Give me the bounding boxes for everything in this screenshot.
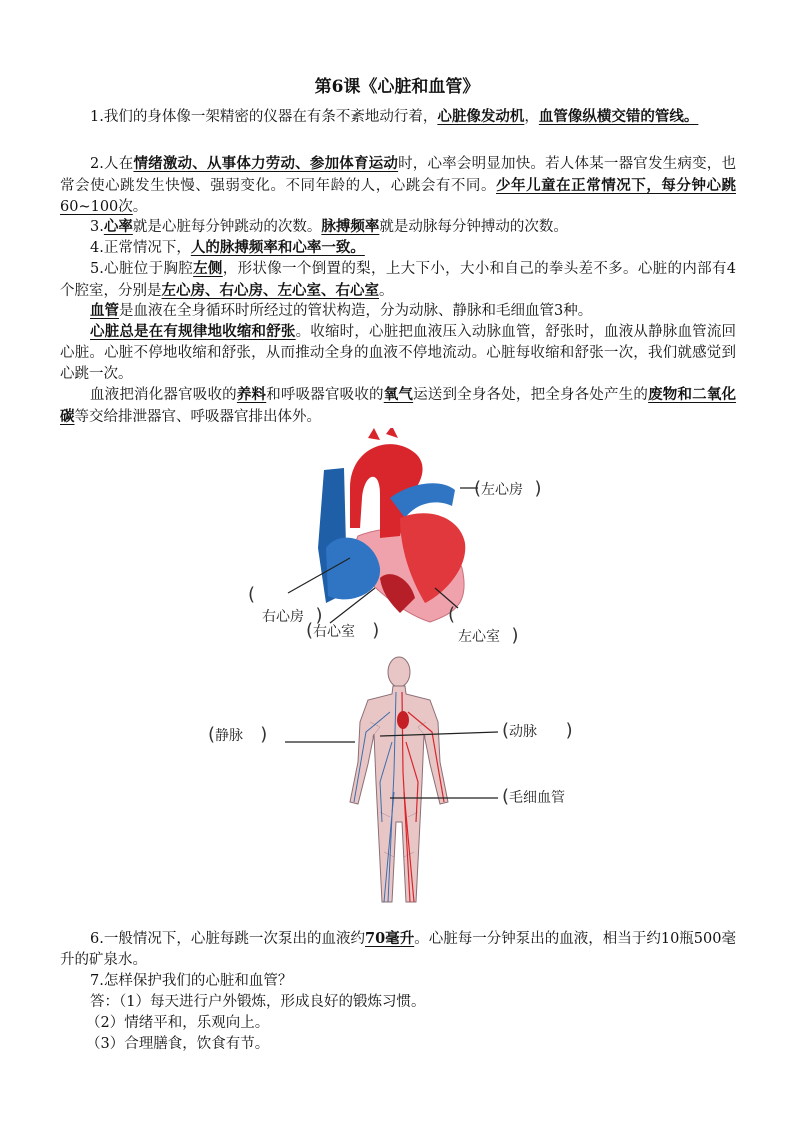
paragraph-2 — [60, 153, 736, 218]
page-title: 第6课《心脏和血管》 — [314, 77, 480, 97]
label-vein: (静脉 ) — [208, 724, 268, 745]
text: 1.我们的身体像一架精密的仪器在有条不紊地动行着， — [90, 109, 438, 125]
label-right-ventricle: (右心室 ) — [306, 620, 380, 641]
text: 。 — [379, 283, 394, 299]
key-point: 血管像纵横交错的管线。 — [538, 108, 699, 125]
head — [388, 657, 410, 687]
key-point: 脉搏频率 — [321, 218, 380, 235]
text: 5.心脏位于胸腔 — [90, 261, 194, 277]
answer-list — [60, 992, 736, 1055]
paragraph-8 — [60, 384, 736, 428]
key-point: 氧气 — [383, 386, 414, 403]
text: 就是动脉每分钟搏动的次数。 — [379, 219, 568, 235]
key-point: 废物和二氧化碳 — [60, 386, 737, 425]
answer-2: （2）情绪平和，乐观向上。 — [86, 1015, 270, 1031]
text: 4.正常情况下， — [90, 240, 191, 256]
aorta-branches — [368, 428, 398, 440]
text: 等交给排泄器官、呼吸器官排出体外。 — [74, 409, 321, 425]
label-left-atrium: (左心房 ) — [474, 478, 542, 499]
paragraph-1 — [60, 106, 736, 128]
paragraph-4 — [60, 237, 736, 259]
paragraph-9 — [60, 928, 736, 971]
key-point: 少年儿童在正常情况下，每分钟心跳 — [496, 177, 737, 194]
text: 时，心率会明显加快。若人体某一器官发生病变，也常会使心跳发生快慢、强弱变化。不同年龄的人，心跳会有不同。 — [60, 156, 737, 194]
label-capillary: (毛细血管 — [502, 786, 566, 807]
answer-3: （3）合理膳食，饮食有节。 — [86, 1036, 270, 1052]
text: 2.人在 — [90, 156, 134, 172]
text: 6.一般情况下，心脏每跳一次泵出的血液约 — [90, 931, 365, 947]
paragraph-6 — [60, 300, 736, 322]
key-point: 养料 — [236, 386, 267, 403]
key-point: 心脏像发动机 — [437, 108, 525, 125]
question-7: 7.怎样保护我们的心脏和血管？ — [90, 973, 293, 989]
paragraph-5 — [60, 258, 736, 302]
text: 血液把消化器官吸收的 — [90, 387, 237, 403]
key-point: 血管 — [90, 302, 119, 319]
key-point: 人的脉搏频率和心率一致。 — [190, 239, 365, 256]
key-point: 60~100次 — [60, 199, 133, 215]
text: ， — [524, 109, 539, 125]
label-artery: (动脉 ) — [502, 720, 573, 741]
paragraph-3 — [60, 216, 736, 238]
key-point: 左侧 — [193, 260, 223, 277]
key-point: 70毫升 — [365, 930, 415, 947]
label-right-atrium: ( 右心房 ) — [248, 584, 323, 626]
text: 3. — [90, 219, 104, 235]
heart-mark — [397, 711, 409, 729]
body-pointer-lines — [280, 728, 500, 800]
text: 和呼吸器官吸收的 — [266, 387, 384, 403]
key-point: 左心房、右心房、左心室、右心室 — [161, 282, 379, 299]
key-point: 情绪激动、从事体力劳动、参加体育运动 — [133, 155, 399, 172]
answer-1: 答：（1）每天进行户外锻炼，形成良好的锻炼习惯。 — [90, 994, 426, 1010]
text: 运送到全身各处，把全身各处产生的 — [413, 387, 649, 403]
text: 。收缩时，心脏把血液压入动脉血管，舒张时，血液从静脉血管流回心脏。心脏不停地收缩和舒张，从而推动全身的血液不停地流动。心脏每收缩和舒张一次，我们就感觉到心跳一次。 — [60, 324, 737, 382]
text: ，形状像一个倒置的梨，上大下小，大小和自己的拳头差不多。心脏的内部有4个腔室，分别是 — [60, 261, 736, 299]
paragraph-7 — [60, 321, 736, 385]
text: 是血液在全身循环时所经过的管状构造，分为动脉、静脉和毛细血管3种。 — [119, 303, 593, 319]
text: 就是心脏每分钟跳动的次数。 — [132, 219, 322, 235]
text: 。心脏每一分钟泵出的血液，相当于约10瓶500毫升的矿泉水。 — [60, 931, 736, 968]
key-point: 心脏总是在有规律地收缩和舒张 — [90, 323, 296, 340]
text: 。 — [132, 199, 148, 215]
key-point: 心率 — [103, 218, 133, 235]
label-left-ventricle: ( 左心室 ) — [448, 604, 519, 646]
